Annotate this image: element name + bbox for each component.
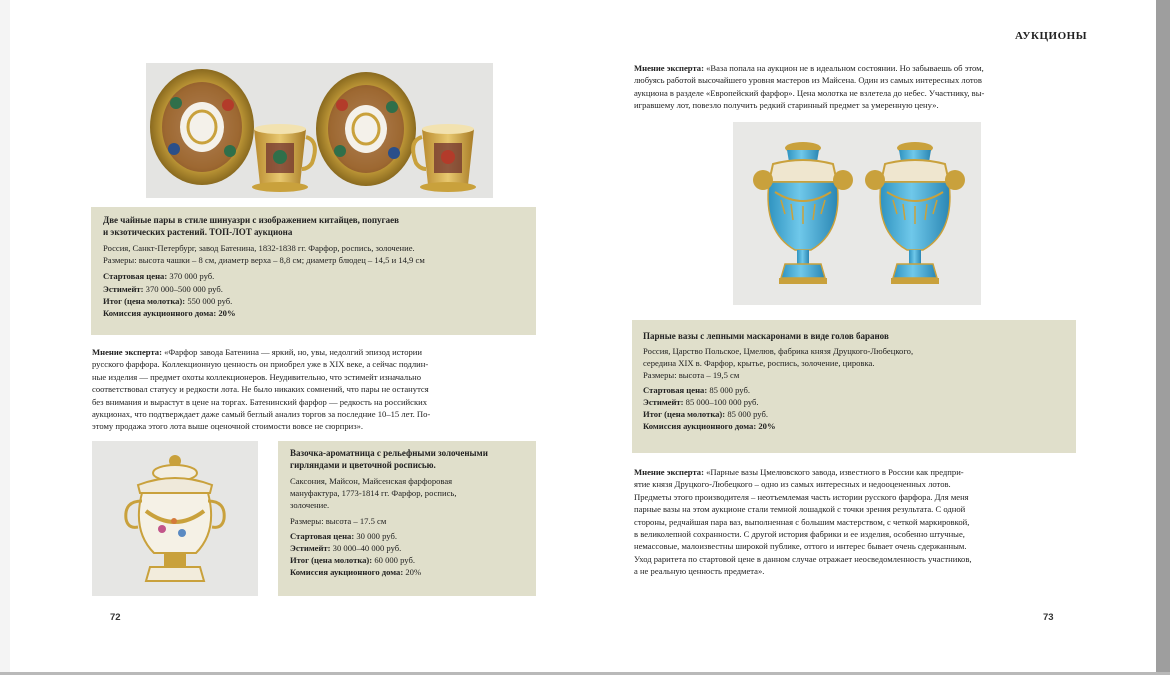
lot2-estimate [290,542,524,554]
lot1-description-line2: Размеры: высота чашки – 8 см, диаметр верха – 8,8 см; диаметр блюдец – 14,5 и 14,9 см [103,255,425,266]
lot2-commission [290,566,524,578]
expert-right2-line: стороны, редчайшая пара ваз, выполненная с большим мастерством, с четкой маркировкой, [634,516,970,527]
expert-right2-line: парные вазы на этом аукционе стали темной лошадкой с точки зрения результата. С одной [634,504,966,515]
lot2-start-price-label: Стартовая цена: [290,530,355,541]
lot3-caption-box [632,320,1076,453]
expert-right2-line: Уход раритета по стартовой цене в данном случае отражает неосведомленность участников, [634,553,972,564]
lot3-commission [643,420,1065,432]
expert-left-line: без внимания и вырастут в цене на торгах. Батенинский фарфор — редкость на российских [92,396,428,407]
lot3-description-line: середина XIX в. Фарфор, крытье, роспись, золочение, цировка. [643,358,875,369]
viewer-scrollbar[interactable] [1156,0,1170,675]
expert-right2-label: Мнение эксперта: [634,467,704,477]
lot1-estimate-value: 370 000–500 000 руб. [143,283,223,294]
lot2-estimate-label: Эстимейт: [290,543,331,554]
expert-right1-line: аукциона в разделе «Европейский фарфор». Цена молотка не взлетела до небес. Участнику, вы- [634,87,985,98]
expert-left-line: ные изделия — предмет охоты коллекционеров. Неудивительно, что эстимейт изначально [92,371,422,382]
lot3-hammer [643,408,1065,420]
lot2-start-price-value: 30 000 руб. [354,530,398,541]
lot1-start-price-label: Стартовая цена: [103,271,168,282]
expert-right2-text: «Парные вазы Цмелювского завода, известного в России как предпри- [706,467,964,477]
lot1-hammer-label: Итог (цена молотка): [103,295,186,306]
expert-right2-line: Предметы этого производителя – неотъемлемая часть истории русского фарфора. Для меня [634,491,969,502]
lot3-start-price [643,384,1065,396]
lot1-start-price-value: 370 000 руб. [167,271,215,282]
lot1-description-line1: Россия, Санкт-Петербург, завод Батенина, 1832-1838 гг. Фарфор, роспись, золочение. [103,243,415,253]
expert-right2-line [634,466,1078,478]
viewer-left-margin [0,0,10,675]
lot3-hammer-label: Итог (цена молотка): [643,409,726,420]
expert-left-line: русского фарфора. Коллекционную ценность он приобрел уже в XIX веке, а сейчас подлин- [92,359,429,370]
expert-right1-line: любуясь работой высочайшего уровня мастеров из Майсена. Один из самых интересных лотов [634,75,982,86]
expert-opinion-right-top [634,62,1089,112]
lot2-commission-label: Комиссия аукционного дома: [290,567,404,578]
lot2-caption-box [278,441,536,596]
lot1-commission-label: Комиссия аукционного дома: [103,308,217,319]
lot3-description-line: Размеры: высота – 19,5 см [643,370,740,381]
lot1-estimate [103,283,524,295]
lot1-title-line2: и экзотических растений. ТОП-ЛОТ аукциона [103,227,293,237]
lot1-caption-box [91,207,536,335]
page-number-left: 72 [110,612,121,623]
tea-pairs-illustration [146,63,493,198]
expert-right1-line [634,62,1089,74]
expert-right2-line: а не реальную ценность предмета». [634,566,765,577]
expert-right2-line: в великолепной сохранности. С другой история фабрики и ее изделия, особенно штучные, [634,529,965,540]
lot2-start-price [290,530,524,542]
lot2-size: Размеры: высота – 17.5 см [290,515,387,526]
expert-opinion-right-bottom [634,466,1078,578]
lot3-estimate [643,396,1065,408]
lot3-estimate-label: Эстимейт: [643,396,684,407]
lot2-title-line2: гирляндами и цветочной росписью. [290,460,436,470]
lot1-estimate-label: Эстимейт: [103,283,144,294]
turquoise-vases-photo [733,122,981,305]
lot2-description-line: золочение. [290,500,330,511]
lot3-hammer-value: 85 000 руб. [725,409,768,420]
lot2-description-line: мануфактура, 1773-1814 гг. Фарфор, роспись, [290,488,457,499]
lot3-title: Парные вазы с лепными маскаронами в виде голов баранов [643,331,889,341]
lot3-commission-label: Комиссия аукционного дома: [643,421,757,432]
lot3-commission-value: 20% [756,421,776,432]
turquoise-vases-illustration [733,122,981,305]
lot1-hammer [103,295,524,307]
section-header: АУКЦИОНЫ [1014,30,1087,42]
lot3-start-price-value: 85 000 руб. [707,384,751,395]
lot1-title-line1: Две чайные пары в стиле шинуазри с изображением китайцев, попугаев [103,215,399,225]
lot1-commission [103,307,524,319]
expert-left-line: соответствовал статусу и редкости лота. Не было никаких сомнений, что пары не останутся [92,384,429,395]
expert-left-line: этому продажа этого лота выше оценочной стоимости вовсе не сюрприз». [92,421,364,432]
potpourri-vase-illustration [92,441,258,596]
lot1-start-price [103,270,524,282]
expert-right2-line: немассовые, малоизвестны широкой публике, оттого и интерес бывает очень сдержанным. [634,541,967,552]
lot3-start-price-label: Стартовая цена: [643,384,708,395]
expert-right1-text: «Ваза попала на аукцион не в идеальном состоянии. Но забываешь об этом, [706,63,984,73]
expert-right1-line: игравшему лот, повезло получить редкий старинный предмет за умеренную цену». [634,100,939,111]
vase-right [865,142,965,284]
expert-left-line [92,346,537,358]
expert-right2-line: ятие князя Друцкого-Любецкого – одно из самых интересных и недооцененных лотов. [634,479,951,490]
lot2-commission-value: 20% [403,567,422,578]
expert-left-label: Мнение эксперта: [92,347,162,357]
expert-left-line: аукционах, что подтверждает даже самый беглый анализ торгов за последние 10–15 лет. По- [92,409,431,420]
page-number-right: 73 [1043,612,1054,623]
lot3-description-line: Россия, Царство Польское, Цмелюв, фабрика князя Друцкого-Любецкого, [643,346,914,356]
potpourri-vase-photo [92,441,258,596]
vase-left [753,142,853,284]
lot1-hammer-value: 550 000 руб. [185,295,233,306]
lot2-hammer [290,554,524,566]
lot2-estimate-value: 30 000–40 000 руб. [330,543,402,554]
lot2-title-line1: Вазочка-ароматница с рельефными золочеными [290,448,488,458]
lot3-estimate-value: 85 000–100 000 руб. [683,396,759,407]
lot2-description-line: Саксония, Майсон, Майсенская фарфоровая [290,476,453,486]
lot1-commission-value: 20% [216,308,236,319]
expert-opinion-left [92,346,537,433]
lot2-hammer-label: Итог (цена молотка): [290,555,373,566]
expert-left-text: «Фарфор завода Батенина — яркий, но, увы, недолгий эпизод истории [164,347,422,357]
magazine-spread [10,0,1156,672]
tea-pairs-photo [146,63,493,198]
lot2-hammer-value: 60 000 руб. [372,555,415,566]
expert-right1-label: Мнение эксперта: [634,63,704,73]
